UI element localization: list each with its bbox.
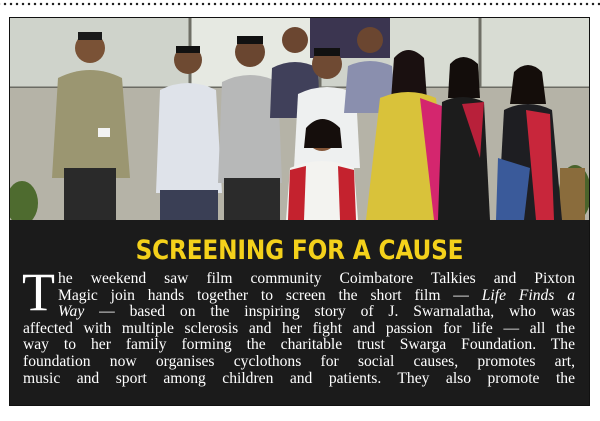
article-body-area [10,220,589,405]
article-clipping [9,17,590,406]
body-line-5: way to her family forming the charitable trust Swarga Foundation. The [23,337,575,354]
body-line-4: affected with multiple sclerosis and her fight and passion for life — all the [23,320,575,337]
body-line-6: foundation now organises cyclothons for social causes, promotes art, [23,353,575,370]
drop-cap: T [22,262,55,322]
body-line-3: Way — based on the inspiring story of J. Swarnalatha, who was [58,304,575,321]
headline: SCREENING FOR A CAUSE [135,235,464,266]
group-photo [10,18,589,220]
body-line-2: Magic join hands together to screen the short film — Life Finds a [58,287,575,304]
article-body-text [22,262,575,387]
dotted-cut-line [0,0,600,8]
body-line-1: he weekend saw film community Coimbatore Talkies and Pixton [58,271,575,287]
body-line-7: music and sport among children and patients. They also promote the [23,370,575,387]
group-photo-illustration [10,18,589,220]
